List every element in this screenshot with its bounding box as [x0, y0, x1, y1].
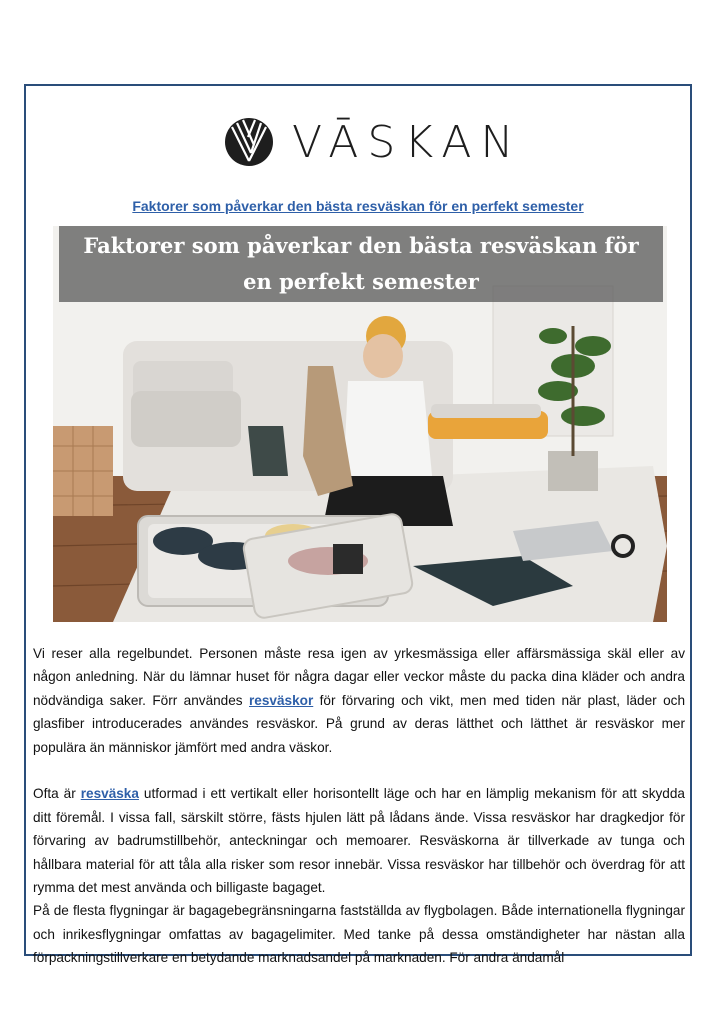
resvaska-link[interactable]: resväska	[80, 786, 139, 802]
article-title-link[interactable]: Faktorer som påverkar den bästa resväskan för en perfekt semester	[132, 198, 584, 214]
paragraph-3: På de flesta flygningar är bagagebegränsningarna fastställda av flygbolagen. Både internationella flygningar och inrikesflygningar omfattas av bagagelimiter. Med tanke på dessa omständigheter har nästan alla förpackningstillverkare en betydande marknadsandel på marknaden. För andra ändamål	[33, 903, 685, 966]
paragraph-1	[33, 642, 685, 759]
article-body	[33, 642, 685, 970]
paragraph-text: utformad i ett vertikalt eller horisontellt läge och har en lämplig mekanism för att skydda ditt föremål. I vissa fall, särskilt större, fästs hjulen lätt på lådans ände. Vissa resväskor har dragkedjor för förvaring av badrumstillbehör, anteckningar och memoarer. Resväskorna är tillverkade av tunga och hållbara material för att tåla alla risker som resor innebär. Vissa resväskor har tillbehör och överdrag för att rymma det mest använda och billigaste bagaget.	[33, 786, 685, 896]
brand-logo[interactable]	[224, 116, 522, 168]
paragraph-text: Ofta är	[33, 786, 81, 802]
resvaskor-link[interactable]: resväskor	[249, 692, 314, 708]
logo-mark-icon	[224, 117, 274, 167]
document-frame	[24, 84, 692, 966]
paragraph-2	[33, 782, 685, 899]
paragraph-text: för förvaring och vikt, men med tiden när plast, läder och glasfiber introducerades användes resväskor. På grund av deras lätthet och lätthet är resväskor mer populära än människor jämfört med andra väskor.	[33, 692, 686, 755]
paragraph-text: Vi reser alla regelbundet. Personen måste resa igen av yrkesmässiga eller affärsmässiga skäl eller av någon anledning. När du lämnar huset för några dagar eller veckor måste du packa dina kläder och andra nödvändiga saker. Förr användes	[33, 646, 685, 708]
logo-wordmark: VĀSKAN	[292, 116, 523, 168]
hero-image	[53, 226, 667, 622]
hero-banner-title: Faktorer som påverkar den bästa resväskan för en perfekt semester	[59, 226, 663, 302]
